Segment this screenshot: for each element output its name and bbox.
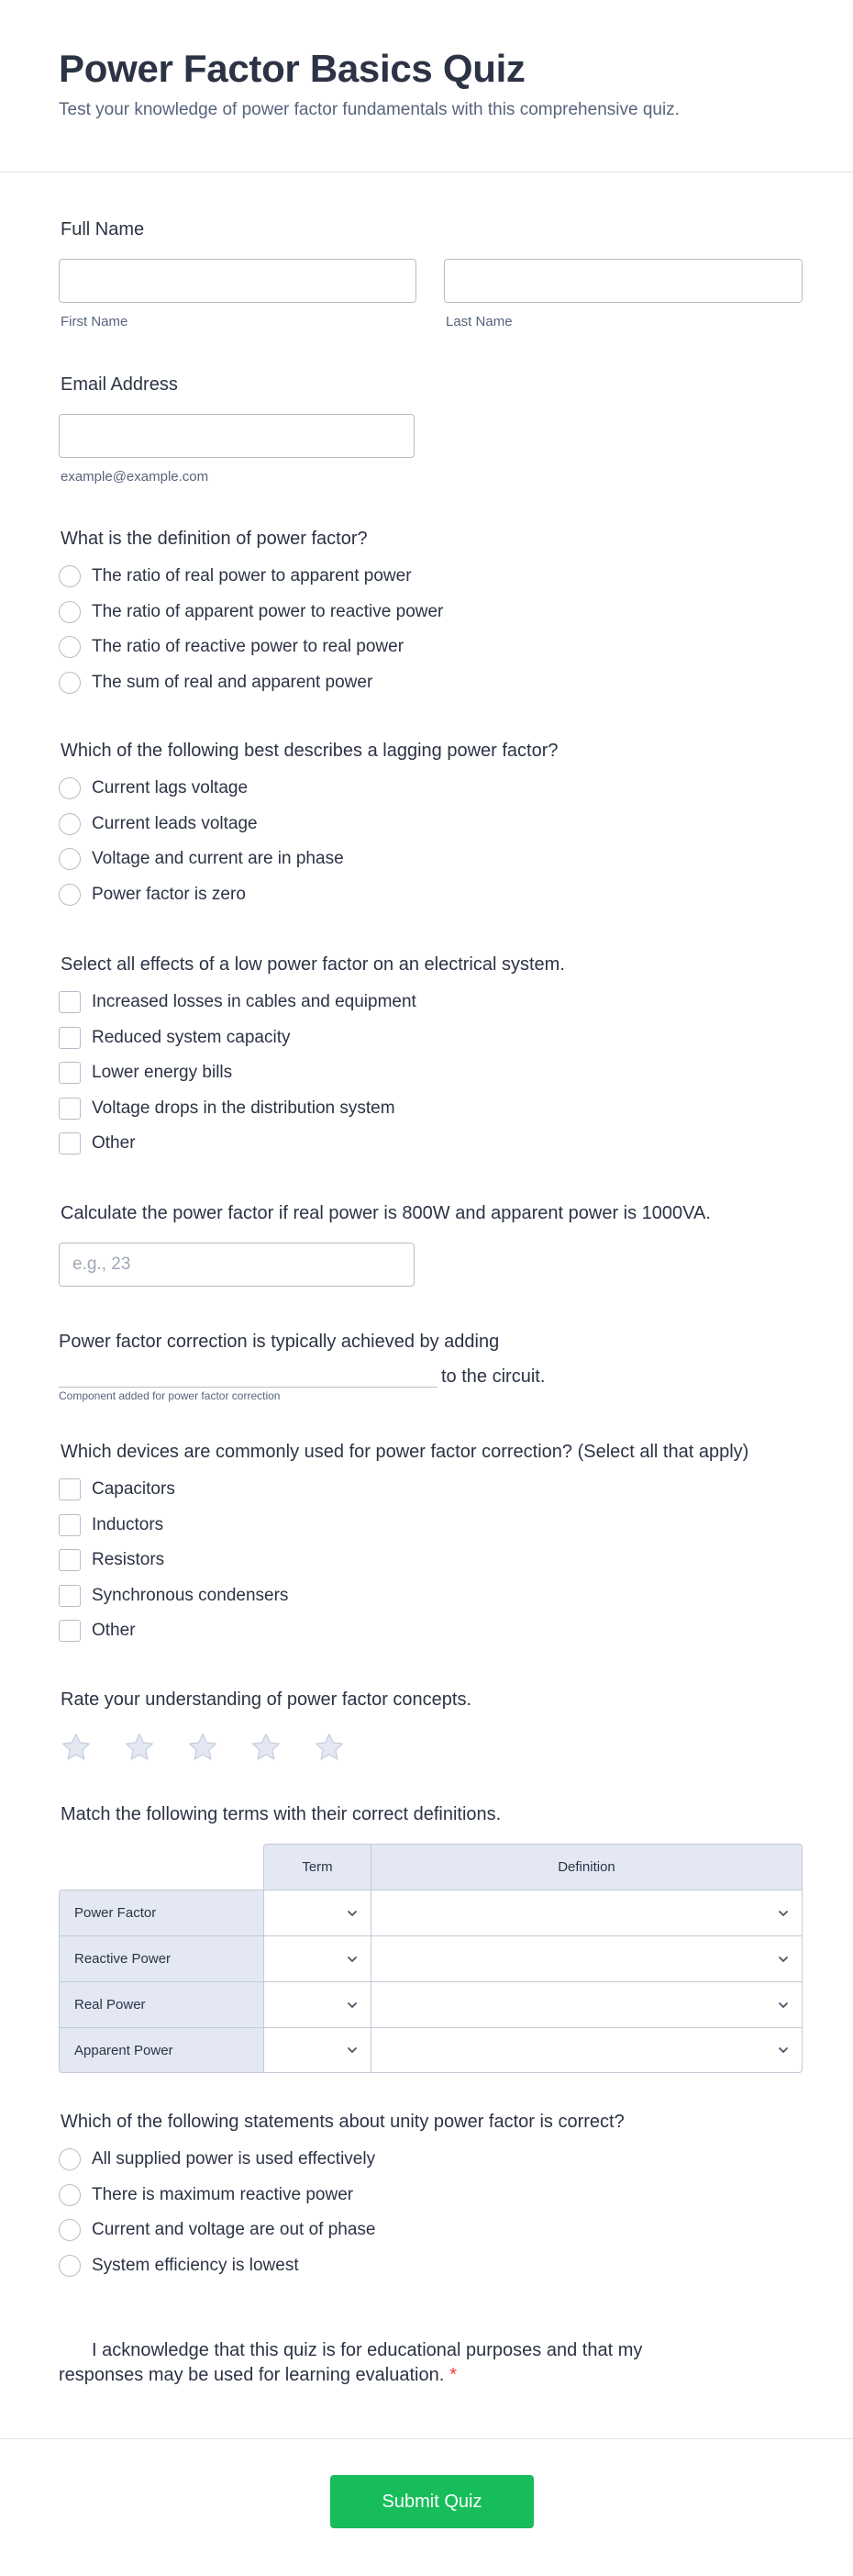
radio-option[interactable] [59,2178,803,2214]
checkbox[interactable] [59,1132,81,1154]
checkbox[interactable] [59,1098,81,1120]
chevron-down-icon [347,1956,358,1963]
checkbox[interactable] [59,1062,81,1084]
footer-divider [0,2438,853,2439]
column-header-definition: Definition [371,1844,803,1890]
radio-button[interactable] [59,2255,81,2277]
question-label: Which of the following statements about unity power factor is correct? [61,2112,625,2132]
full-name-field [59,218,803,330]
option-label: Synchronous condensers [92,1585,289,1605]
definition-select[interactable] [371,1890,803,1935]
option-label: Power factor is zero [92,884,246,904]
checkbox-option[interactable] [59,1508,803,1544]
matrix-corner [59,1844,263,1890]
term-select[interactable] [263,1981,371,2027]
checkbox[interactable] [59,1514,81,1536]
radio-option[interactable] [59,807,803,842]
email-input[interactable] [59,414,415,458]
checkbox[interactable] [59,1549,81,1571]
radio-button[interactable] [59,2148,81,2170]
email-label: Email Address [61,374,178,395]
option-label: Increased losses in cables and equipment [92,992,416,1012]
chevron-down-icon [347,2002,358,2009]
option-label: The sum of real and apparent power [92,672,373,692]
checkbox-option[interactable] [59,1055,803,1091]
question-label: Which of the following best describes a lagging power factor? [61,741,559,761]
first-name-input[interactable] [59,259,416,303]
radio-button[interactable] [59,2219,81,2241]
radio-option[interactable] [59,2213,803,2248]
checkbox-group [59,1472,803,1649]
checkbox-option[interactable] [59,1126,803,1162]
acknowledge-option[interactable] [59,2340,642,2385]
term-select[interactable] [263,1935,371,1981]
option-label: Current and voltage are out of phase [92,2220,376,2240]
checkbox[interactable] [59,1027,81,1049]
matrix-row [59,1935,803,1981]
question-lagging-power-factor [59,740,803,912]
last-name-input[interactable] [444,259,803,303]
email-sublabel: example@example.com [61,469,209,485]
checkbox-option[interactable] [59,1091,803,1127]
checkbox-option[interactable] [59,1578,803,1614]
radio-option[interactable] [59,877,803,913]
page-title: Power Factor Basics Quiz [59,47,526,90]
term-select[interactable] [263,2027,371,2073]
question-matching-matrix [59,1803,803,2073]
row-term-label: Apparent Power [59,2027,263,2073]
column-header-term: Term [263,1844,371,1890]
definition-select[interactable] [371,1935,803,1981]
option-label: The ratio of reactive power to real power [92,637,404,657]
option-label: Inductors [92,1514,164,1534]
radio-button[interactable] [59,565,81,587]
option-label: Capacitors [92,1479,175,1500]
question-calculate-power-factor [59,1202,803,1287]
option-label: The ratio of apparent power to reactive power [92,601,444,621]
page-subtitle: Test your knowledge of power factor fundamentals with this comprehensive quiz. [59,100,680,119]
acknowledge-field [59,2336,706,2388]
matching-table [59,1844,803,2073]
radio-option[interactable] [59,2142,803,2178]
option-label: System efficiency is lowest [92,2255,299,2275]
question-label: What is the definition of power factor? [61,529,368,549]
option-label: Resistors [92,1550,165,1570]
fill-blank-input[interactable] [59,1360,438,1388]
question-fill-in-blank [59,1331,803,1402]
acknowledge-checkbox[interactable] [59,2336,83,2360]
checkbox-option[interactable] [59,1020,803,1056]
option-label: The ratio of real power to apparent power [92,566,412,586]
checkbox[interactable] [59,1585,81,1607]
last-name-sublabel: Last Name [446,314,513,329]
radio-button[interactable] [59,848,81,870]
matrix-row [59,1981,803,2027]
chevron-down-icon [347,1910,358,1917]
option-label: Other [92,1133,136,1154]
chevron-down-icon [778,2002,789,2009]
matrix-row [59,1890,803,1935]
term-select[interactable] [263,1890,371,1935]
acknowledge-text: I acknowledge that this quiz is for educational purposes and that my responses may be used for learning evaluation. [59,2340,643,2385]
checkbox-option[interactable] [59,1543,803,1578]
row-term-label: Reactive Power [59,1935,263,1981]
question-label: Which devices are commonly used for power factor correction? (Select all that apply) [61,1442,749,1462]
question-power-factor-definition [59,528,803,700]
fill-blank-text-before: Power factor correction is typically achieved by adding [59,1332,500,1352]
checkbox-group [59,985,803,1162]
form-header [0,0,853,173]
question-label: Rate your understanding of power factor concepts. [61,1689,472,1710]
question-label: Match the following terms with their correct definitions. [61,1804,502,1824]
option-label: Voltage drops in the distribution system [92,1098,395,1118]
star-icon[interactable] [186,1731,219,1764]
submit-button[interactable]: Submit Quiz [330,2475,534,2528]
full-name-label: Full Name [61,219,145,240]
chevron-down-icon [778,1910,789,1917]
chevron-down-icon [347,2046,358,2054]
question-label: Select all effects of a low power factor on an electrical system. [61,954,565,975]
star-icon[interactable] [60,1731,93,1764]
first-name-sublabel: First Name [61,314,128,329]
radio-option[interactable] [59,2248,803,2284]
radio-button[interactable] [59,884,81,906]
radio-option[interactable] [59,595,803,630]
checkbox[interactable] [59,1620,81,1642]
question-low-power-factor-effects [59,953,803,1162]
definition-select[interactable] [371,1981,803,2027]
option-label: Current lags voltage [92,778,249,798]
question-correction-devices [59,1441,803,1649]
question-unity-power-factor [59,2111,803,2283]
radio-button[interactable] [59,2184,81,2206]
radio-button[interactable] [59,636,81,658]
option-label: Reduced system capacity [92,1027,291,1047]
radio-button[interactable] [59,777,81,799]
radio-group [59,2142,803,2283]
star-rating [59,1731,803,1764]
chevron-down-icon [778,1956,789,1963]
radio-option[interactable] [59,771,803,807]
option-label: Lower energy bills [92,1063,233,1083]
radio-button[interactable] [59,813,81,835]
checkbox-option[interactable] [59,1472,803,1508]
row-term-label: Real Power [59,1981,263,2027]
radio-option[interactable] [59,630,803,665]
matrix-row [59,2027,803,2073]
required-asterisk: * [449,2365,458,2385]
radio-option[interactable] [59,559,803,595]
radio-option[interactable] [59,665,803,701]
option-label: Voltage and current are in phase [92,849,344,869]
question-label: Calculate the power factor if real power is 800W and apparent power is 1000VA. [61,1203,711,1223]
radio-button[interactable] [59,672,81,694]
checkbox-option[interactable] [59,1613,803,1649]
star-icon[interactable] [123,1731,156,1764]
fill-blank-sublabel: Component added for power factor correction [59,1389,281,1402]
radio-group [59,771,803,912]
checkbox[interactable] [59,1478,81,1500]
option-label: Current leads voltage [92,813,258,833]
checkbox-option[interactable] [59,985,803,1020]
fill-blank-text-after: to the circuit. [441,1366,546,1387]
question-rating [59,1689,803,1764]
radio-button[interactable] [59,601,81,623]
option-label: Other [92,1621,136,1641]
star-icon[interactable] [313,1731,346,1764]
email-field [59,374,803,485]
option-label: There is maximum reactive power [92,2184,354,2204]
row-term-label: Power Factor [59,1890,263,1935]
radio-group [59,559,803,700]
radio-option[interactable] [59,842,803,877]
chevron-down-icon [778,2046,789,2054]
definition-select[interactable] [371,2027,803,2073]
checkbox[interactable] [59,991,81,1013]
number-input[interactable] [59,1243,415,1287]
star-icon[interactable] [249,1731,282,1764]
option-label: All supplied power is used effectively [92,2149,376,2169]
